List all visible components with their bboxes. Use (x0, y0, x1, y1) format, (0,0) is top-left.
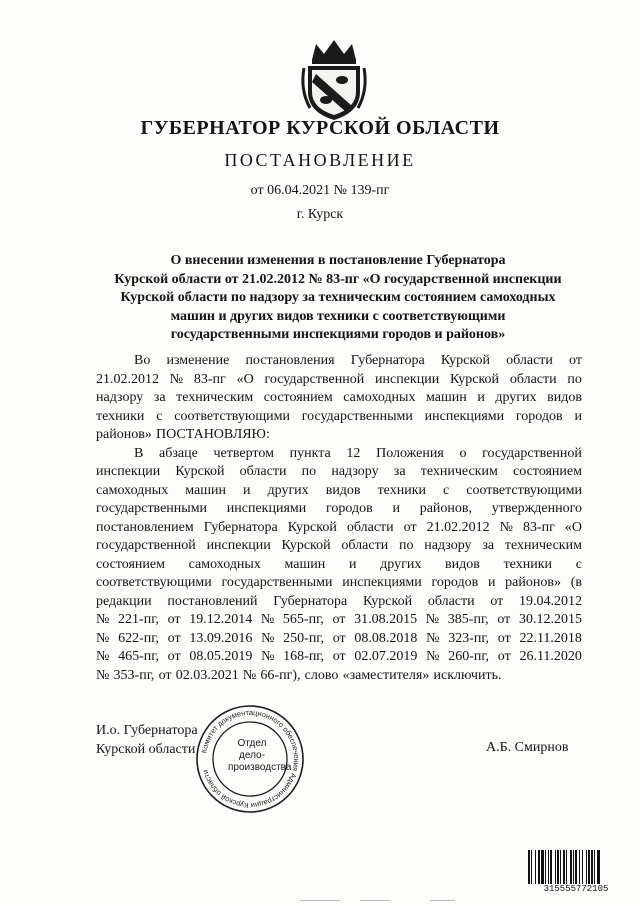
word: о (459, 445, 467, 461)
body-line (96, 630, 582, 649)
word: Курской (175, 464, 225, 479)
word: области (346, 519, 394, 535)
word: надзору (96, 390, 144, 405)
word: ПОСТАНОВЛЯЮ: (156, 427, 270, 442)
word: соответствующими (466, 482, 582, 498)
body-line (96, 389, 582, 408)
word: от (569, 353, 582, 368)
word: № (426, 649, 440, 664)
word: соответствующими (96, 575, 212, 590)
word: районов» (96, 427, 152, 442)
word: от (167, 630, 181, 646)
word: и (477, 390, 485, 405)
word: самоходных (343, 390, 416, 405)
word: техники (96, 408, 145, 424)
word: видов (445, 556, 480, 572)
word: видов (325, 482, 361, 498)
barcode-bar (557, 850, 559, 884)
subject-line: Курской области по надзору за техническим состоянием самоходных (120, 290, 556, 305)
barcode-bar (582, 850, 583, 884)
body-line (96, 371, 582, 390)
word: и (242, 482, 251, 498)
word: техническим (504, 538, 582, 553)
scan-artifact (430, 900, 455, 901)
word: № (425, 612, 440, 627)
word: районов» (505, 575, 561, 590)
governor-title: ГУБЕРНАТОР КУРСКОЙ ОБЛАСТИ (140, 117, 500, 139)
barcode-bar (566, 850, 567, 884)
word: от (167, 612, 181, 627)
word: «О (564, 519, 582, 535)
word: 19.12.2014 (189, 612, 253, 627)
word: «заместителя» (342, 667, 430, 683)
word: редакции (96, 593, 152, 609)
word: 323-пг, (448, 630, 490, 646)
word: от (332, 612, 346, 627)
subject-line: Курской области от 21.02.2012 № 83-пг «О государственной инспекции (114, 271, 562, 287)
subject-line: машин и других видов техники с соответствующими (170, 308, 506, 324)
word: № (261, 630, 275, 646)
document-date-number: от 06.04.2021 № 139-пг (250, 183, 390, 198)
body-line (96, 408, 582, 427)
barcode-bar (588, 850, 590, 884)
word: 221-пг, (118, 612, 159, 627)
word: с (443, 482, 450, 498)
word: надзору (331, 464, 379, 479)
subject-line: О внесении изменения в постановление Губернатора (170, 253, 506, 268)
word: № (499, 519, 513, 535)
word: от (497, 630, 511, 646)
word: инспекции (206, 538, 271, 553)
word: состоянием (263, 390, 333, 405)
word: от (490, 593, 504, 609)
document-subject (88, 252, 588, 345)
word: 168-пг, (283, 649, 324, 664)
subject-line: государственными инспекциями городов и районов» (170, 327, 506, 342)
word: 83-пг (193, 371, 226, 387)
word: Губернатора (350, 353, 425, 368)
word: 353-пг, (113, 667, 155, 683)
word: № (96, 630, 110, 646)
word: и (574, 408, 582, 424)
word: 565-пг, (282, 612, 324, 627)
word: № (426, 630, 440, 646)
word: других (267, 482, 309, 498)
scan-artifact (360, 900, 390, 901)
word: инспекциями (424, 408, 505, 424)
word: надзору (424, 538, 472, 553)
barcode-bar (579, 850, 580, 884)
word: районов, (419, 501, 473, 516)
word: 08.08.2018 (354, 630, 418, 646)
word: самоходных (188, 556, 261, 572)
body-line (96, 445, 582, 464)
word: области (506, 353, 553, 368)
body-line (96, 648, 582, 667)
barcode-bar (541, 850, 544, 884)
body-line (96, 482, 582, 501)
word: 13.09.2016 (189, 630, 253, 646)
word: государственными (96, 501, 208, 516)
word: государственной (264, 371, 365, 387)
document-body (96, 352, 582, 685)
word: соответствующими (174, 408, 290, 424)
barcode-bar (550, 850, 552, 884)
barcode-bar (560, 850, 561, 884)
word: пункта (289, 445, 331, 461)
word: инспекциями (226, 501, 307, 516)
word: 21.02.2012 (426, 519, 490, 535)
word: от (158, 667, 172, 683)
word: 19.04.2012 (519, 593, 582, 609)
word: 22.11.2018 (519, 630, 582, 646)
word: № (242, 667, 257, 683)
barcode-bar (535, 850, 536, 884)
body-line (96, 611, 582, 630)
body-line (96, 556, 582, 575)
word: инспекции (96, 464, 161, 479)
word: 08.05.2019 (189, 649, 253, 664)
word: самоходных (96, 482, 169, 498)
barcode-number: 315555772105 (543, 884, 609, 894)
word: области (341, 538, 389, 553)
word: по (399, 538, 414, 553)
word: № (96, 649, 110, 664)
word: техническим (420, 464, 498, 479)
document-type: ПОСТАНОВЛЕНИЕ (224, 150, 416, 170)
stamp-inner-text (228, 738, 292, 774)
word: 465-пг, (118, 649, 159, 664)
word: и (487, 575, 496, 590)
word: 66-пг), (260, 667, 301, 683)
word: четвертом (213, 445, 274, 461)
word: 31.08.2015 (354, 612, 418, 627)
barcode-bar (531, 850, 532, 884)
word: исключить. (433, 667, 502, 683)
word: 21.02.2012 (96, 371, 159, 387)
word: за (482, 538, 495, 553)
body-line (96, 352, 582, 371)
word: от (167, 649, 181, 664)
barcode-bar (573, 850, 574, 884)
word: городов (431, 575, 479, 590)
word: государственными (221, 575, 333, 590)
word: 260-пг, (448, 649, 490, 664)
word: постановлений (167, 593, 258, 609)
word: 385-пг, (447, 612, 489, 627)
word: Курской (281, 538, 331, 553)
coat-of-arms-icon (298, 38, 370, 122)
body-line (96, 519, 582, 538)
word: государственными (301, 408, 413, 424)
stamp-ring-text: Комитет документационного обеспечения Администрации Курской области (199, 707, 302, 811)
word: техники (503, 556, 552, 572)
word: постановлением (96, 519, 194, 535)
barcode-bar (528, 850, 530, 884)
word: (в (570, 575, 582, 590)
word: 02.07.2019 (354, 649, 418, 664)
word: государственной (96, 538, 196, 553)
word: области (239, 464, 287, 479)
body-line (96, 426, 582, 445)
word: № (169, 371, 184, 387)
word: Положения (376, 445, 444, 461)
word: Губернатора (203, 519, 278, 535)
document-city: г. Курск (296, 207, 344, 222)
word: машин (185, 482, 226, 498)
word: В (134, 445, 144, 461)
word: слово (304, 667, 339, 683)
word: абзаце (159, 445, 198, 461)
word: по (301, 464, 317, 479)
word: и (348, 556, 357, 572)
word: утвержденного (491, 501, 582, 516)
body-line (96, 537, 582, 556)
word: от (497, 612, 511, 627)
word: 02.03.2021 (175, 667, 239, 683)
word: Курской (440, 353, 490, 368)
body-line (96, 463, 582, 482)
word: области (509, 371, 557, 387)
signature-position (96, 722, 198, 759)
word: 83-пг (522, 519, 555, 535)
stamp-inner-line: Отдел (237, 738, 267, 749)
word: изменение (166, 353, 230, 368)
word: Во (134, 353, 151, 368)
word: по (567, 371, 582, 387)
word: и (392, 501, 400, 516)
word: 250-пг, (283, 630, 324, 646)
barcode-bar (555, 850, 556, 884)
barcode-bar (570, 850, 572, 884)
word: видов (547, 390, 582, 405)
barcode-bar (575, 850, 577, 884)
body-line (96, 500, 582, 519)
barcode-bar (591, 850, 593, 884)
word: городов (326, 501, 373, 516)
word: Курской (363, 593, 413, 609)
word: других (495, 390, 537, 405)
word: Курской (449, 371, 500, 387)
word: № (96, 612, 110, 627)
word: с (575, 556, 582, 572)
barcode-bar (597, 850, 600, 884)
body-line (96, 593, 582, 612)
barcode-bar (594, 850, 595, 884)
word: 12 (346, 445, 361, 461)
body-line (96, 574, 582, 593)
barcode-bar (548, 850, 549, 884)
word: инспекциями (342, 575, 422, 590)
word: Курской (287, 519, 337, 535)
barcode-bar (538, 850, 540, 884)
barcode-bar (586, 850, 587, 884)
word: государственной (482, 445, 582, 461)
word: за (153, 390, 166, 405)
word: техники (377, 482, 426, 498)
scan-artifact (300, 900, 340, 901)
word: 30.12.2015 (518, 612, 582, 627)
word: состоянием (513, 464, 582, 479)
word: области (427, 593, 475, 609)
word: за (393, 464, 406, 479)
word: городов (515, 408, 563, 424)
word: постановления (245, 353, 335, 368)
word: № (96, 667, 110, 683)
word: от (332, 649, 346, 664)
word: с (156, 408, 163, 424)
word: техническим (176, 390, 254, 405)
barcode-bar (545, 850, 546, 884)
word: № (260, 612, 275, 627)
stamp-inner-line: производства (228, 762, 292, 773)
barcode-bar (563, 850, 565, 884)
word: инспекции (375, 371, 440, 387)
barcode-icon (527, 850, 625, 884)
word: других (380, 556, 422, 572)
word: «О (236, 371, 254, 387)
signature-name: А.Б. Смирнов (486, 740, 569, 755)
word: от (403, 519, 417, 535)
word: от (332, 630, 346, 646)
word: машин (426, 390, 467, 405)
word: 622-пг, (118, 630, 159, 646)
stamp-inner-line: дело- (239, 750, 265, 761)
word: от (497, 649, 511, 664)
body-line (96, 667, 582, 686)
signature-position-line: И.о. Губернатора (96, 723, 198, 738)
signature-position-line: Курской области (96, 741, 196, 757)
word: машин (284, 556, 326, 572)
word: 26.11.2020 (519, 649, 582, 664)
word: Губернатора (273, 593, 348, 609)
word: состоянием (96, 556, 165, 572)
word: № (261, 649, 275, 664)
